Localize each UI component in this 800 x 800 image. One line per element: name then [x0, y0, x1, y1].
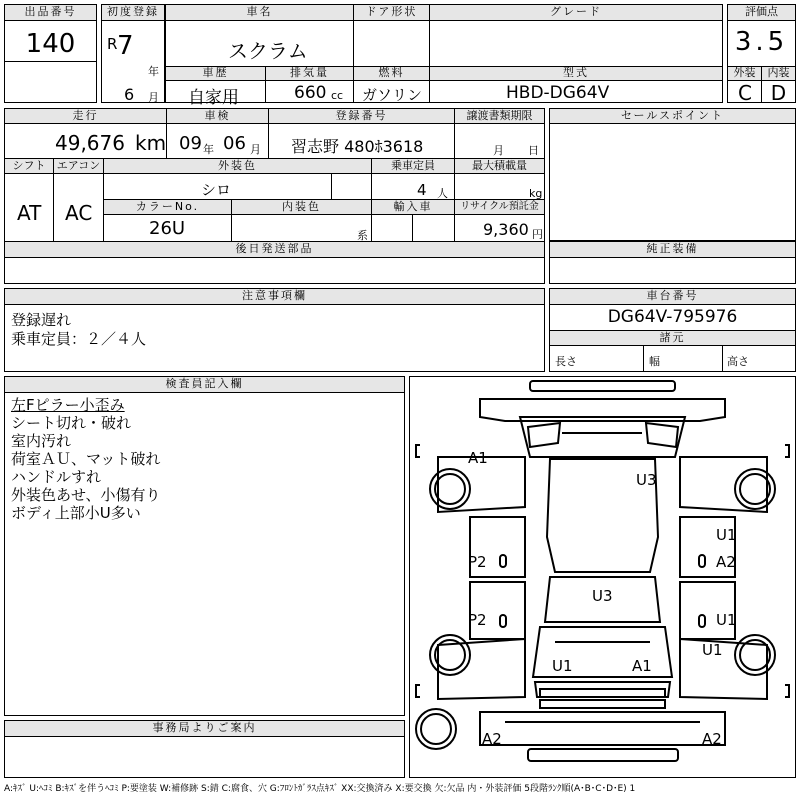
vehicle-info-grid — [165, 4, 723, 108]
car-name-label: 車名 — [166, 5, 354, 21]
genuine-equipment-label: 純正装備 — [550, 242, 795, 258]
chassis-label: 車台番号 — [550, 289, 795, 305]
damage-mark: P2 — [468, 553, 487, 571]
inspector-line: 室内汚れ — [11, 432, 72, 450]
history-value: 自家用 — [188, 88, 239, 108]
damage-mark: A2 — [482, 730, 502, 748]
history-label: 車歴 — [166, 67, 266, 81]
chassis-number: DG64V-795976 — [607, 307, 738, 327]
interior-score-label: 内装 — [762, 67, 795, 81]
shift-label: シフト — [5, 159, 54, 174]
grade-label: グレード — [430, 5, 722, 21]
dims-label: 諸元 — [550, 331, 795, 346]
damage-mark: A1 — [632, 657, 652, 675]
reg-month-unit: 月 — [148, 91, 159, 104]
interior-color-unit: 系 — [357, 229, 368, 242]
office-notice-box — [4, 720, 405, 778]
color-number-label: カラーNo. — [104, 200, 232, 215]
model-value: HBD-DG64V — [506, 83, 610, 103]
height-label: 高さ — [727, 355, 749, 368]
import-label: 輸入車 — [372, 200, 455, 215]
length-label: 長さ — [555, 355, 577, 368]
capacity-unit: 人 — [437, 187, 448, 200]
plate-value: 習志野 480ﾎ3618 — [291, 137, 424, 156]
model-label: 型式 — [430, 67, 722, 81]
recycle-unit: 円 — [532, 228, 543, 241]
sales-point-box — [549, 108, 796, 241]
inspection-month-unit: 月 — [250, 143, 261, 156]
plate-label: 登録番号 — [269, 109, 455, 124]
damage-mark: A1 — [468, 449, 488, 467]
fuel-label: 燃料 — [354, 67, 430, 81]
damage-mark: U1 — [716, 526, 737, 544]
color-number-value: 26U — [149, 218, 186, 239]
car-outline — [410, 377, 795, 777]
damage-mark: P2 — [468, 611, 487, 629]
door-label: ドア形状 — [354, 5, 430, 21]
capacity-value: 4 — [417, 181, 427, 199]
main-spec-grid — [4, 108, 545, 284]
recycle-value: 9,360 — [483, 220, 529, 239]
ac-label: エアコン — [54, 159, 104, 174]
genuine-equipment-box — [549, 241, 796, 284]
exterior-color-value: シロ — [201, 181, 232, 199]
caution-line: 乗車定員：２／４人 — [11, 330, 147, 348]
deadline-day: 日 — [528, 144, 539, 157]
inspector-line: ハンドルすれ — [11, 468, 102, 486]
exterior-score: C — [738, 81, 752, 105]
lot-box — [4, 4, 97, 103]
reg-year-unit: 年 — [148, 65, 159, 78]
inspector-label: 検査員記入欄 — [5, 377, 404, 393]
reg-year: 7 — [117, 31, 134, 61]
inspection-label: 車検 — [167, 109, 269, 124]
fuel-value: ガソリン — [362, 86, 423, 104]
displacement-label: 排気量 — [266, 67, 354, 81]
damage-mark: A2 — [702, 730, 722, 748]
deadline-label: 譲渡書類期限 — [455, 109, 544, 124]
reg-month: 6 — [124, 85, 135, 104]
inspection-month: 06 — [223, 133, 246, 154]
damage-diagram — [409, 376, 796, 778]
era: R — [107, 35, 118, 53]
score-box — [727, 4, 796, 103]
legend-text: A:ｷｽﾞ U:ﾍｺﾐ B:ｷｽﾞを伴うﾍｺﾐ P:要塗装 W:補修跡 S:錆 C:腐食、穴 G:ﾌﾛﾝﾄｶﾞﾗｽ点ｷｽﾞ XX:交換済み X:要交換 欠:欠品 内・外装評価 5段階ﾗﾝｸ順(A･B･C･D･E) 1 — [4, 784, 636, 794]
sales-point-label: セールスポイント — [550, 109, 795, 124]
car-name: スクラム — [228, 39, 308, 63]
shift-value: AT — [17, 201, 42, 225]
damage-mark: U1 — [716, 611, 737, 629]
inspector-line: シート切れ・破れ — [11, 414, 132, 432]
first-registration-box — [101, 4, 165, 103]
score-value: 3.5 — [734, 27, 789, 57]
mileage-value: 49,676 — [55, 131, 125, 155]
caution-line: 登録遅れ — [11, 311, 72, 329]
office-notice-label: 事務局よりご案内 — [5, 721, 404, 737]
recycle-label: リサイクル預託金 — [455, 200, 544, 215]
damage-mark: U3 — [636, 471, 657, 489]
width-label: 幅 — [649, 355, 660, 368]
damage-mark: U1 — [702, 641, 723, 659]
deadline-month: 月 — [493, 144, 504, 157]
lot-label: 出品番号 — [5, 5, 96, 21]
inspector-box — [4, 376, 405, 716]
inspector-line: 外装色あせ、小傷有り — [11, 486, 161, 504]
damage-mark: A2 — [716, 553, 736, 571]
lot-number: 140 — [25, 29, 76, 59]
inspector-line: ボディ上部小U多い — [11, 504, 141, 522]
later-parts-label: 後日発送部品 — [5, 242, 544, 258]
inspector-line: 荷室ＡＵ、マット破れ — [11, 450, 161, 468]
score-label: 評価点 — [728, 5, 795, 21]
max-load-unit: kg — [529, 187, 543, 200]
first-registration-label: 初度登録 — [102, 5, 164, 21]
exterior-score-label: 外装 — [728, 67, 762, 81]
max-load-label: 最大積載量 — [455, 159, 544, 174]
interior-color-label: 内装色 — [232, 200, 372, 215]
chassis-box — [549, 288, 796, 372]
mileage-label: 走行 — [5, 109, 167, 124]
mileage-unit: km — [135, 131, 167, 155]
interior-score: D — [770, 81, 787, 105]
capacity-label: 乗車定員 — [372, 159, 455, 174]
damage-mark: U1 — [552, 657, 573, 675]
exterior-color-label: 外装色 — [104, 159, 372, 174]
displacement-unit: cc — [331, 89, 344, 102]
inspector-line: 左Fピラー小歪み — [11, 396, 125, 414]
caution-box — [4, 288, 545, 372]
caution-label: 注意事項欄 — [5, 289, 544, 305]
inspection-year-unit: 年 — [203, 143, 214, 156]
inspection-year: 09 — [179, 133, 202, 154]
displacement-value: 660 — [294, 83, 327, 103]
damage-mark: U3 — [592, 587, 613, 605]
ac-value: AC — [65, 201, 93, 225]
